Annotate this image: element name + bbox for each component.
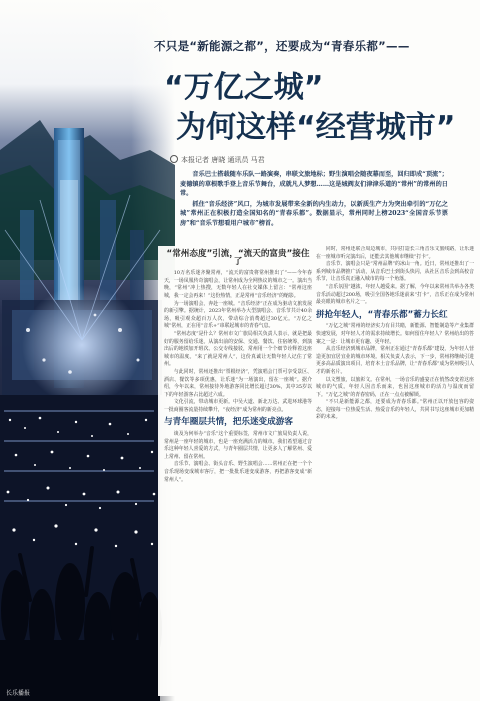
body-paragraph: “常州态度”是什么？常州市文广旅局相关负责人表示，就是把最好的服务留给乐迷。从演出前的安保、交通、餐饮、住宿统筹，到演出后的地铁加开班次、公交专线接驳，常州用一个个细节诠释着这座城市的温度。“来了就是常州人”，这份真诚让无数年轻人记住了常州。 (164, 330, 312, 368)
reporter-icon (170, 155, 178, 163)
byline-text: 本报记者 唐晓 通讯员 马君 (181, 156, 265, 164)
body-paragraph: 从音乐经济到城市品牌，常州正在通过“青春乐都”建设，为年轻人营造更加宜居宜业的城市环境。相关负责人表示，下一步，常州将继续引进更多高品质演出项目，培育本土音乐品牌，让“青春乐都”成为常州吸引人才的新名片。 (316, 346, 474, 375)
section-heading-1: “常州态度”引流，“流天的富贵”接住了 (166, 249, 310, 267)
body-paragraph: “万亿之城”常州的经济实力有目共睹，新能源、智能制造等产业集群快速发展，对年轻人才的需求持续增长。如何留住年轻人？常州给出的答案之一是：让城市更有趣、更年轻。 (316, 323, 474, 345)
body-paragraph: “不只是新能源之都，还要成为青春乐都。”常州正以开放包容的姿态，迎接每一位热爱生活、热爱音乐的年轻人，共同书写这座城市更加精彩的未来。 (316, 399, 474, 421)
body-paragraph: 同时，常州还联合周边城市，共同打造长三角音乐文旅线路，让乐迷在一座城市听完演出后，还能去其他城市继续“打卡”。 (316, 246, 474, 260)
byline (170, 155, 265, 165)
article-column-1 (158, 246, 316, 696)
section-heading-2: 与青年圈层共情，把乐迷变成游客 (164, 417, 293, 428)
kicker: 不只是“新能源之都”，还要成为“青春乐都”—— (154, 39, 410, 53)
body-paragraph: 文化引流，带动城市更新。中吴大道、新北万达、武进环球港等一批商圈客流量持续攀升，“夜经济”成为常州的新亮点。 (164, 399, 312, 413)
lead-paragraph (180, 170, 448, 230)
lead-para-2: 抓住“音乐经济”风口，为城市发展带来全新的内生动力，以新质生产力为突出牵引的“万亿之城”常州正在积极打造全国知名的“青春乐都”。数据显示，常州同时上榜2023“全国音乐节票房”和“音乐节想看用户城市”榜首。 (180, 200, 448, 227)
headline-line-2: 为何这样“经营城市” (176, 110, 456, 145)
body-paragraph: 音乐节、演唱会、街头音乐、野生演唱会……常州正在把一个个音乐现场变成城市客厅，把一批批乐迷变成游客，再把游客变成“新常州人”。 (164, 461, 312, 483)
body-paragraph: 谈及为何举办“音乐”这个重要标签，常州市文广旅局负责人说，常州是一座年轻的城市，也是一座充满活力的城市。我们希望通过音乐这种年轻人喜爱的方式，与青年圈层共情，让更多人了解常州、爱上常州、留在常州。 (164, 431, 312, 460)
body-paragraph: “音乐氛围”越浓，年轻人越爱来。据了解，今年以来常州共举办各类音乐活动超过200场，吸引全国各地乐迷前来“打卡”，音乐正在成为常州最亮眼的城市名片之一。 (316, 283, 474, 306)
body-paragraph: 音乐节、演唱会只是“常州品牌”的冰山一角。近日，常州还推出了一系列城市品牌推广活动，从音乐巴士到街头快闪，从社区音乐会到高校音乐节，让音乐真正融入城市的每一个角落。 (316, 261, 474, 283)
headline-block (154, 38, 476, 148)
body-paragraph: 以文塑旅，以旅彰文。在常州，一场音乐的盛宴正在悄然改变着这座城市的气质。年轻人因音乐而来，也因这座城市的活力与温度而留下。“万亿之城”的青春密码，正在一点点被解锁。 (316, 376, 474, 398)
headline-line-1: “万亿之城” (164, 70, 324, 105)
watermark: 长乐播报 (6, 690, 31, 697)
lead-para-1: 音乐巴士搭载随车乐队一路演奏，串联文旅地标；野生演唱会随夜幕而至，回归即成“顶流”；麦德镇的草根歌手登上音乐节舞台，成就凡人梦想……这是城阀友们津津乐道的“常州”的常州的日常。 (180, 171, 448, 198)
body-paragraph: 与此同时，常州还推出“票根经济”，凭演唱会门票可享受景区、酒店、餐饮等多项优惠，让乐迷“为一场演出，留在一座城”。据介绍，今年以来，常州接待外地游客同比增长超过30%，其中35岁以下的年轻游客占比超过六成。 (164, 368, 312, 398)
article-column-2 (316, 246, 474, 696)
section-heading-3: 拼抢年轻人，“青春乐都”蓄力长红 (316, 309, 448, 320)
body-paragraph: 10万名乐迷齐聚常州，“流天的富贵将常州推出了”——今年春天，一场凤凰传奇演唱会，让常州成为全网热议的城市之一。演出当晚，“常州”冲上热搜，无数年轻人在社交媒体上留言：“常州这座城，我一定会再来！”这份热情，正是常州“音乐经济”的缩影。 (164, 270, 312, 299)
body-paragraph: 为一场演唱会，奔赴一座城。“音乐经济”正在成为驱动文旅发展的新引擎。据统计，2023年常州举办大型演唱会、音乐节共计40余场，吸引观众超百万人次，带动综合消费超过30亿元。“万亿之城”常州，正在用“音乐+”串联起城市的青春气息。 (164, 300, 312, 330)
